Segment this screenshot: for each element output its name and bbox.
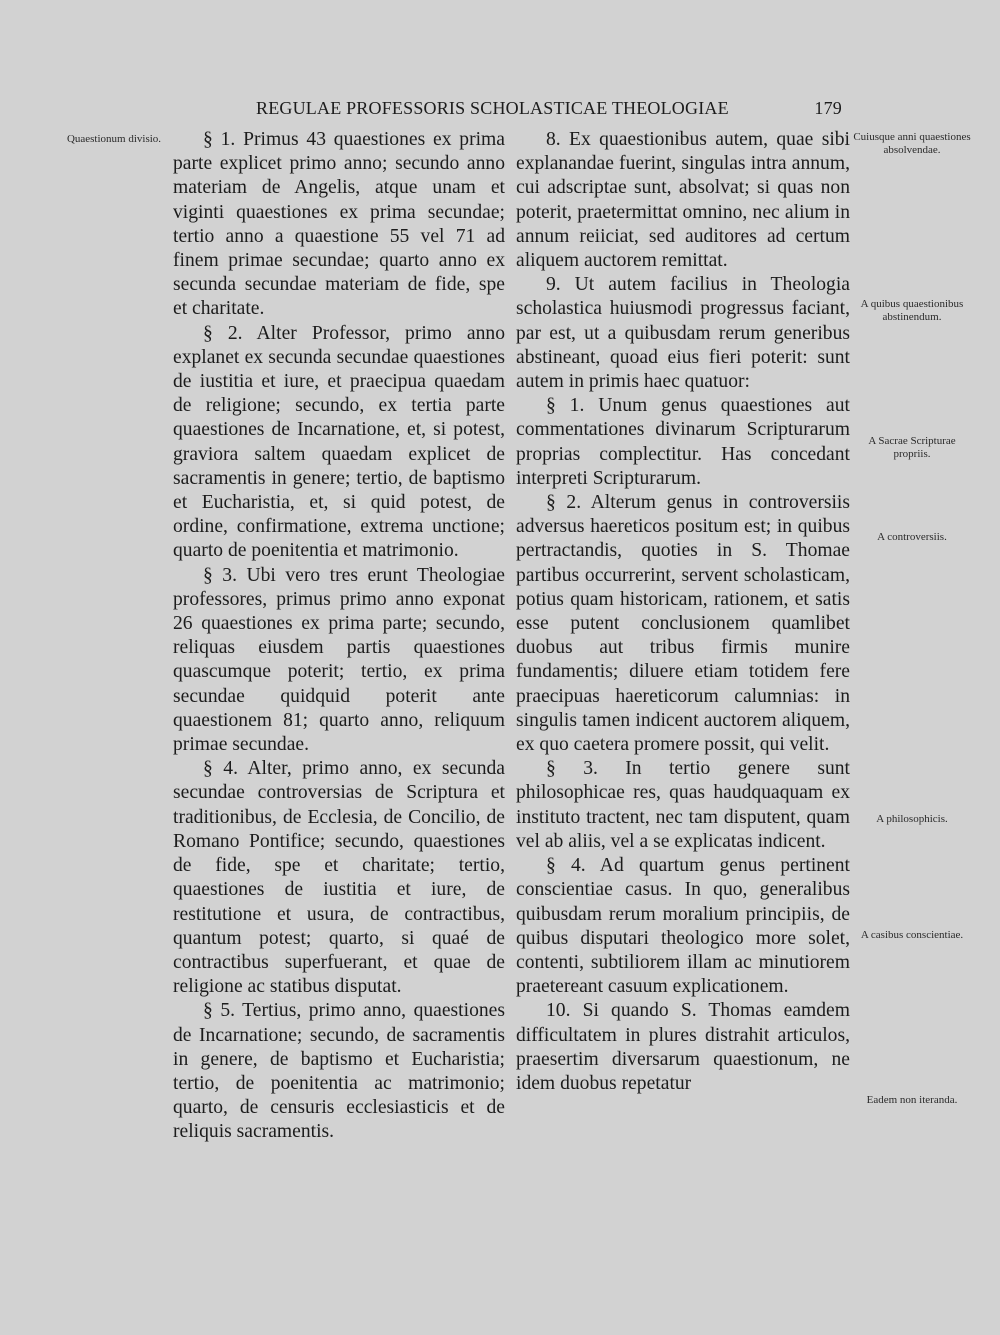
right-column [516,128,850,1198]
margin-note-quaestionum-divisio: Quaestionum divisio. [66,133,162,145]
margin-note-casibus: A casibus conscientiae. [860,929,964,941]
running-title: REGULAE PROFESSORIS SCHOLASTICAE THEOLOGIAE [256,98,729,118]
paragraph-9-s4: § 4. Ad quartum genus pertinent conscientiae casus. In quo, generalibus quibusdam rerum moralium principiis, de quibus disputari theologico more solet, contenti, subtiliorem illam ac minutiorem praetereant casuum explicationem. [516,855,850,998]
paragraph-8: 8. Ex quaestionibus autem, quae sibi explanandae fuerint, singulas intra annum, cui adscriptae sunt, absolvat; si quas non poterit, praetermittat omnino, nec alium in annum reiiciat, sed auditores ad certum aliquem auctorem remittat. [516,129,850,272]
paragraph-10: 10. Si quando S. Thomas eamdem difficultatem in plures distrahit articulos, praesertim diversarum quaestionum, ne idem duobus repetatur [516,1000,850,1094]
margin-note-a-quibus: A quibus quaestionibus abstinendum. [860,298,964,323]
running-header [256,98,846,124]
paragraph-s2: § 2. Alter Professor, primo anno explanet ex secunda secundae quaestiones de iustitia et iure, et praecipua quaedam de religione; secundo, ex tertia parte quaestiones de Incarnatione, et, si potest, graviora saltem quaedam explicet de sacramentis in genere; tertio, de baptismo et Eucharistia, et, si quid potest, de ordine, confirmatione, extrema unctione; quarto de poenitentia et matrimonio. [173,322,505,562]
paragraph-s4: § 4. Alter, primo anno, ex secunda secundae controversias de Scriptura et traditionibus, de Ecclesia, de Concilio, de Romano Pontifice; secundo, quaestiones de fide, spe et charitate; tertio, quaestiones de iustitia et iure, de restitutione et usura, de contractibus, quantum potest; quarto, si quaé de contractibus superfuerant, et quae de religione ac statibus disputat. [173,758,505,998]
margin-note-cuiusque-anni: Cuiusque anni quaestiones absolvendae. [853,131,971,156]
paragraph-s5: § 5. Tertius, primo anno, quaestiones de Incarnatione; secundo, de sacramentis in genere, de baptismo et Eucharistia; tertio, de poenitentia ac matrimonio; quarto, de censuris ecclesiasticis et de reliquis sacramentis. [173,1000,505,1143]
paragraph-s3: § 3. Ubi vero tres erunt Theologiae professores, primus primo anno exponat 26 quaestiones ex prima parte; secundo, reliquas eiusdem partis quaestiones quascumque poterit; tertio, ex prima secundae quidquid poterit ante quaestionem 81; quarto anno, reliquum primae secundae. [173,564,505,756]
paragraph-9: 9. Ut autem facilius in Theologia scholastica huiusmodi progressus faciant, par est, ut a quibusdam rerum generibus abstineant, quoad eius fieri poterit: sunt autem in primis haec quatuor: [516,274,850,393]
paragraph-9-s1: § 1. Unum genus quaestiones aut commentationes divinarum Scripturarum proprias complectitur. Has concedant interpreti Scripturarum. [516,395,850,489]
margin-note-philosophicis: A philosophicis. [876,813,948,825]
paragraph-9-s2: § 2. Alterum genus in controversiis adversus haereticos positum est; in quibus pertractandis, quoties in S. Thomae partibus occurrerint, servent scholasticam, potius quam historicam, rationem, et satis esse putent conclusionem quamlibet duobus aut tribus firmis munire fundamentis; diluere etiam totidem fere praecipuas haereticorum calumnias: in singulis tamen indicent auctorem aliquem, ex quo caetera promere possit, qui velit. [516,492,850,756]
left-column [173,128,505,1198]
margin-note-eadem-non-iteranda: Eadem non iteranda. [866,1094,958,1106]
margin-note-sacrae-scripturae: A Sacrae Scripturae propriis. [868,435,956,460]
paragraph-9-s3: § 3. In tertio genere sunt philosophicae res, quas haudquaquam ex instituto tractent, nec tam disputent, quam vel ab aliis, vel a se explicatas indicent. [516,758,850,852]
margin-note-controversiis: A controversiis. [877,531,947,543]
page-number: 179 [814,98,842,118]
paragraph-s1: § 1. Primus 43 quaestiones ex prima parte explicet primo anno; secundo anno materiam de Angelis, atque unam et viginti quaestiones ex prima secundae; tertio anno a quaestione 55 vel 71 ad finem primae secundae; quarto anno ex secunda secundae materiam de fide, spe et charitate. [173,129,505,320]
